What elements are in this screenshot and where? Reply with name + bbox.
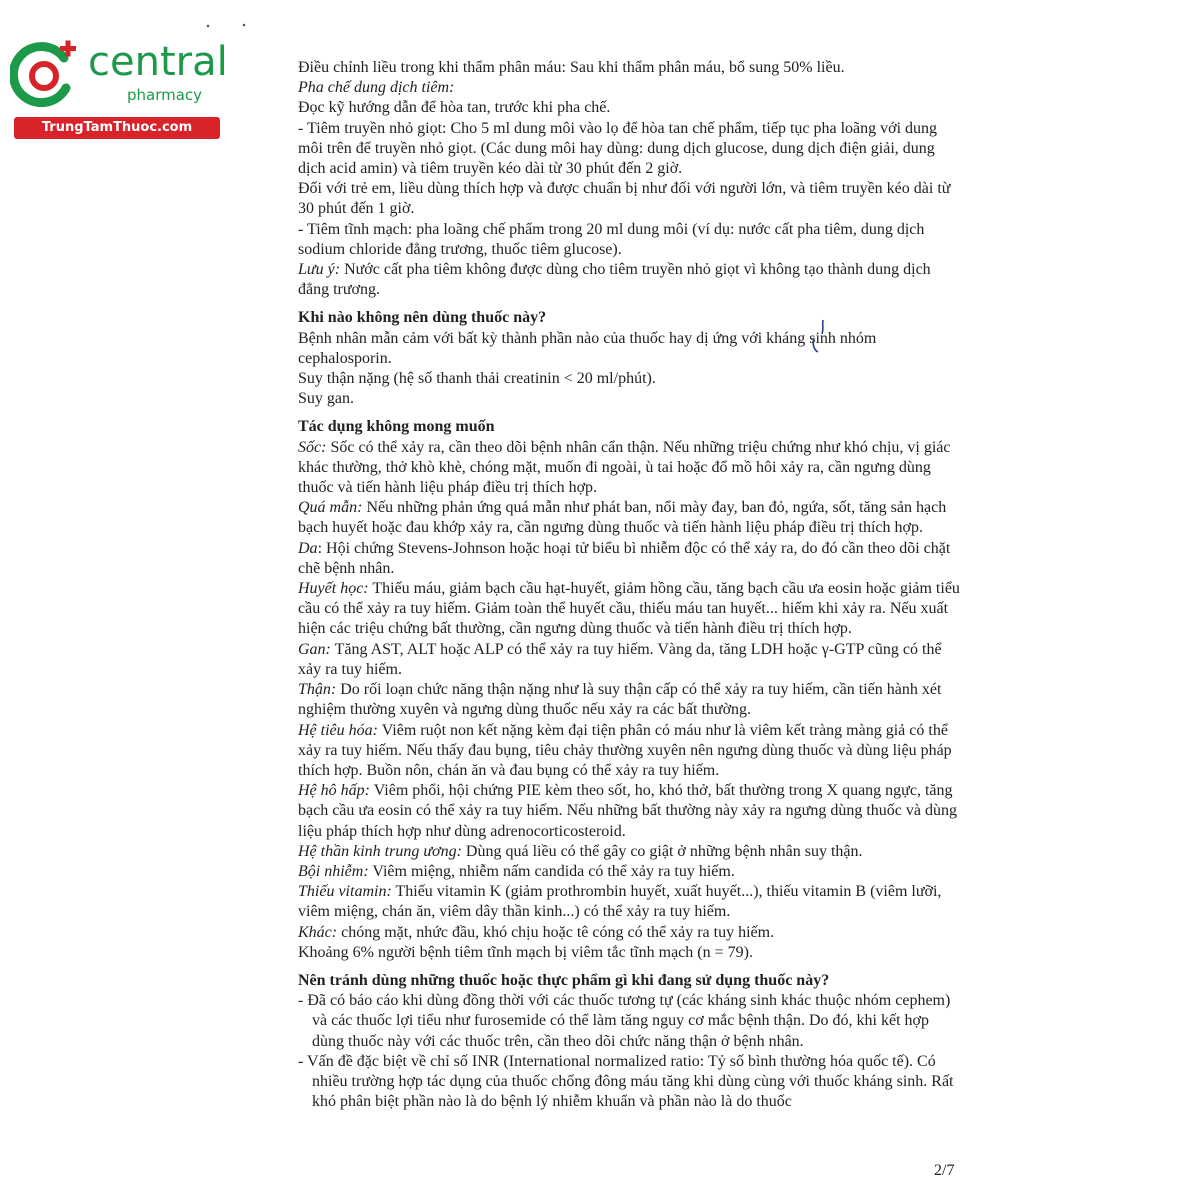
paragraph [298, 579, 960, 640]
paragraph-lead: Da [298, 539, 318, 557]
paragraph-lead: Thiếu vitamin: [298, 883, 392, 901]
paragraph-lead: Sốc: [298, 438, 327, 456]
section-heading: Nên tránh dùng những thuốc hoặc thực phẩm gì khi đang sử dụng thuốc này? [298, 971, 830, 989]
paragraph [298, 781, 960, 842]
paragraph-text: Viêm miệng, nhiễm nấm candida có thể xảy ra tuy hiếm. [368, 862, 735, 880]
paragraph: Suy gan. [298, 390, 354, 408]
paragraph [298, 498, 960, 538]
paragraph-text: chóng mặt, nhức đầu, khó chịu hoặc tê cóng có thể xảy ra tuy hiếm. [337, 923, 775, 941]
section-heading: Tác dụng không mong muốn [298, 418, 495, 436]
paragraph: Đối với trẻ em, liều dùng thích hợp và được chuẩn bị như đối với người lớn, và tiêm truyền kéo dài từ 30 phút đến 1 giờ. [298, 180, 951, 218]
paragraph [298, 260, 960, 300]
logo-subtitle: pharmacy [127, 86, 203, 104]
paragraph [298, 680, 960, 720]
paragraph [298, 842, 960, 862]
paragraph: - Tiêm truyền nhỏ giọt: Cho 5 ml dung môi vào lọ để hòa tan chế phẩm, tiếp tục pha loãng với dung môi trên để truyền nhỏ giọt. (Các dung môi hay dùng: dung dịch glucose, dung dịch điện giải, dung dịch acid amin) và tiêm truyền kéo dài từ 30 phút đến 2 giờ. [298, 119, 938, 178]
document-page [298, 58, 960, 1112]
paragraph [298, 923, 960, 943]
pharmacy-cross-logo-icon [10, 38, 82, 110]
paragraph-text: Sốc có thể xảy ra, cần theo dõi bệnh nhân cẩn thận. Nếu những triệu chứng như khó chịu, vị giác khác thường, thở khò khè, chóng mặt, muốn đi ngoài, ù tai hoặc đổ mồ hôi xảy ra, cần ngưng dùng thuốc và tiến hành liệu pháp điều trị thích hợp. [298, 438, 951, 497]
paragraph-lead: Lưu ý: [298, 261, 341, 279]
paragraph-lead: Huyết học: [298, 580, 369, 598]
paragraph: Bệnh nhân mẫn cảm với bất kỳ thành phần nào của thuốc hay dị ứng với kháng sinh nhóm cephalosporin. [298, 329, 877, 367]
paragraph-text: Dùng quá liều có thể gây co giật ở những bệnh nhân suy thận. [461, 842, 863, 860]
paragraph [298, 539, 960, 579]
paragraph-lead: Bội nhiễm: [298, 862, 369, 880]
paragraph-text: Tăng AST, ALT hoặc ALP có thể xảy ra tuy hiếm. Vàng da, tăng LDH hoặc γ-GTP cũng có thể xảy ra tuy hiếm. [298, 640, 942, 678]
paragraph-lead: Khác: [298, 923, 338, 941]
paragraph-lead: Hệ hô hấp: [298, 782, 370, 800]
paragraph-text: Thiếu vitamin K (giảm prothrombin huyết, xuất huyết...), thiếu vitamin B (viêm lưỡi, viêm miệng, chán ăn, viêm dây thần kinh...) có thể xảy ra tuy hiếm. [298, 883, 942, 921]
handwritten-check-mark [812, 318, 832, 358]
central-pharmacy-logo[interactable] [10, 36, 228, 141]
paragraph-text: Nước cất pha tiêm không được dùng cho tiêm truyền nhỏ giọt vì không tạo thành dung dịch đẳng trương. [298, 261, 931, 299]
subheading: Pha chế dung dịch tiêm: [298, 79, 455, 97]
paragraph [298, 640, 960, 680]
paragraph-text: Viêm phổi, hội chứng PIE kèm theo sốt, ho, khó thở, bất thường trong X quang ngực, tăng bạch cầu ưa eosin có thể xảy ra tuy hiếm. Nếu những bất thường này xảy ra ngưng dùng thuốc và dùng liệu pháp thích hợp như dùng adrenocorticosteroid. [298, 782, 957, 840]
paragraph [298, 882, 960, 922]
bullet-item: - Đã có báo cáo khi dùng đồng thời với các thuốc tương tự (các kháng sinh khác thuộc nhóm cephem) và các thuốc lợi tiểu như furosemide có thể làm tăng nguy cơ mắc bệnh thận. Do đó, khi kết hợp dùng thuốc này với các thuốc trên, cần theo dõi chức năng thận ở bệnh nhân. [298, 992, 951, 1050]
page-number: 2/7 [934, 1162, 955, 1179]
paragraph: Đọc kỹ hướng dẫn để hòa tan, trước khi pha chế. [298, 99, 611, 117]
paragraph-text: Nếu những phản ứng quá mẫn như phát ban, nổi mày đay, ban đỏ, ngứa, sốt, tăng sản hạch bạch huyết hoặc đau khớp xảy ra, cần ngưng dùng thuốc và tiến hành liệu pháp điều trị thích hợp. [298, 499, 947, 537]
paragraph-text: : Hội chứng Stevens-Johnson hoặc hoại tử biểu bì nhiễm độc có thể xảy ra, do đó cần theo dõi chặt chẽ bệnh nhân. [298, 539, 951, 577]
paragraph: Suy thận nặng (hệ số thanh thải creatinin < 20 ml/phút). [298, 370, 656, 388]
paragraph-lead: Quá mẫn: [298, 499, 363, 517]
logo-brand: central [88, 39, 228, 85]
paragraph: Điều chỉnh liều trong khi thẩm phân máu: Sau khi thẩm phân máu, bổ sung 50% liều. [298, 59, 845, 76]
bullet-item: - Vấn đề đặc biệt về chỉ số INR (International normalized ratio: Tỷ số bình thường hóa quốc tế). Có nhiều trường hợp tác dụng của thuốc chống đông máu tăng khi dùng cùng với thuốc kháng sinh. Rất khó phân biệt phần nào là do bệnh lý nhiễm khuẩn và phần nào là do thuốc [298, 1052, 954, 1111]
section-heading: Khi nào không nên dùng thuốc này? [298, 309, 547, 327]
paragraph-lead: Hệ thần kinh trung ương: [298, 842, 462, 860]
scan-marks [205, 22, 255, 42]
paragraph-text: Thiếu máu, giảm bạch cầu hạt-huyết, giảm hồng cầu, tăng bạch cầu ưa eosin hoặc giảm tiểu cầu có thể xảy ra tuy hiếm. Giảm toàn thể huyết cầu, thiếu máu tan huyết... hiếm khi xảy ra. Nếu xuất hiện các triệu chứng bất thường, cần ngưng dùng thuốc và tiến hành điều trị thích hợp. [298, 580, 960, 638]
paragraph: Khoảng 6% người bệnh tiêm tĩnh mạch bị viêm tắc tĩnh mạch (n = 79). [298, 943, 753, 961]
paragraph: - Tiêm tĩnh mạch: pha loãng chế phẩm trong 20 ml dung môi (ví dụ: nước cất pha tiêm, dung dịch sodium chloride đẳng trương, thuốc tiêm glucose). [298, 220, 925, 258]
paragraph [298, 862, 960, 882]
paragraph-text: Do rối loạn chức năng thận nặng như là suy thận cấp có thể xảy ra tuy hiếm, cần tiến hành xét nghiệm thường xuyên và ngưng dùng thuốc nếu xảy ra các bất thường. [298, 681, 942, 719]
paragraph [298, 721, 960, 782]
logo-site-link[interactable]: TrungTamThuoc.com [14, 117, 220, 139]
paragraph-lead: Thận: [298, 681, 337, 699]
paragraph-lead: Gan: [298, 640, 331, 658]
paragraph-text: Viêm ruột non kết nặng kèm đại tiện phân có máu như là viêm kết tràng màng giả có thể xảy ra tuy hiếm. Nếu thấy đau bụng, tiêu chảy thường xuyên nên ngưng dùng thuốc và dùng liệu pháp thích hợp. Buồn nôn, chán ăn và đau bụng có thể xảy ra tuy hiếm. [298, 721, 952, 779]
paragraph [298, 438, 960, 499]
paragraph-lead: Hệ tiêu hóa: [298, 721, 378, 739]
